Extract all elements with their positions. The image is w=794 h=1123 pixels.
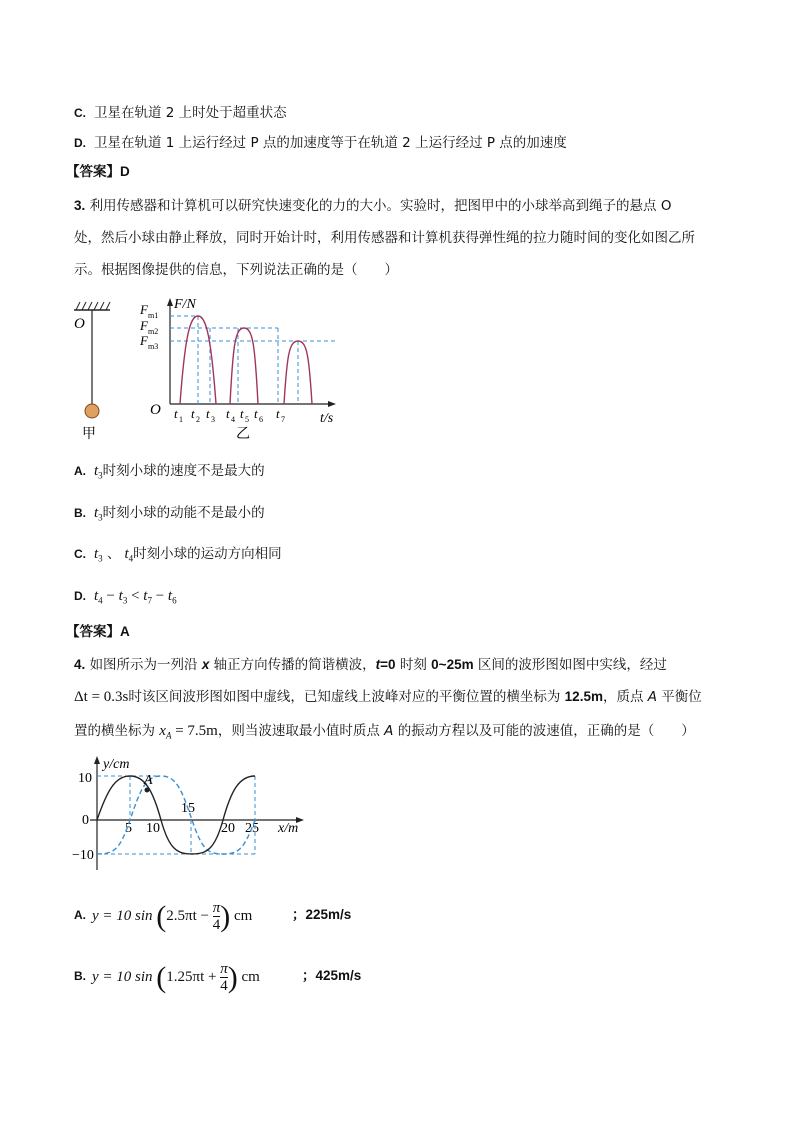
text-var: t	[375, 657, 381, 672]
t-sub-5: 5	[245, 415, 249, 424]
text: 时刻	[395, 657, 432, 673]
t-label-7: t	[276, 406, 280, 421]
x-tick-25: 25	[245, 821, 259, 836]
x-axis-label: t/s	[320, 411, 334, 426]
x-tick-20: 20	[221, 821, 235, 836]
t-label-5: t	[240, 406, 244, 421]
q3-line3: 示。根据图像提供的信息，下列说法正确的是（ ）	[74, 262, 398, 278]
delta-t: Δt = 0.3s	[74, 689, 129, 705]
text: 区间的波形图如图中实线，经过	[473, 657, 667, 673]
formula-inner: 2.5πt −	[166, 907, 209, 924]
text-var: x	[201, 657, 210, 672]
question-number: 3.	[74, 198, 86, 213]
speed-value: 225m/s	[305, 907, 352, 922]
q3-option-b	[74, 504, 265, 527]
option-label: A.	[74, 908, 86, 922]
fraction-den: 4	[220, 978, 228, 994]
speed	[292, 906, 351, 924]
option-text: 时刻小球的动能不是最小的	[102, 505, 265, 521]
yi-label: 乙	[236, 427, 250, 442]
jia-label: 甲	[82, 427, 96, 442]
option-label: C.	[74, 106, 86, 120]
answer-label: 【答案】	[66, 624, 120, 640]
t-sub-3: 3	[211, 415, 215, 424]
q3-line2: 处，然后小球由静止释放，同时开始计时，利用传感器和计算机获得弹性绳的拉力随时间的变化如图乙所	[74, 230, 695, 246]
t-label-6: t	[254, 406, 258, 421]
math-var: t	[94, 505, 99, 521]
origin-label: O	[150, 402, 161, 418]
fraction-num: π	[212, 900, 221, 916]
t-label-3: t	[206, 406, 210, 421]
option-d-prev	[74, 134, 567, 152]
o-label: O	[74, 316, 85, 332]
math-var: t	[94, 546, 99, 562]
q3-option-c	[74, 545, 282, 568]
wave-figure	[70, 754, 320, 874]
math-var: t	[124, 546, 129, 562]
math-sub: 3	[98, 512, 103, 523]
t-sub-2: 2	[196, 415, 200, 424]
option-label: B.	[74, 969, 86, 983]
q4-line3	[74, 722, 695, 745]
f-sub-3: m3	[148, 342, 159, 351]
x-tick-5: 5	[125, 821, 132, 836]
option-label: D.	[74, 136, 86, 150]
paren-open: (	[156, 960, 167, 994]
pendulum-figure	[74, 302, 110, 442]
option-label: C.	[74, 547, 86, 561]
answer-value: A	[120, 624, 130, 639]
fraction-num: π	[220, 961, 228, 977]
math-sub: 6	[172, 595, 177, 606]
text: ，质点	[602, 689, 648, 705]
answer-value: D	[120, 164, 130, 179]
text-var: A	[384, 723, 394, 739]
option-label: A.	[74, 464, 86, 478]
text: 的振动方程以及可能的波速值，正确的是（ ）	[393, 723, 695, 739]
option-text: 卫星在轨道 1 上运行经过 P 点的加速度等于在轨道 2 上运行经过 P 点的加速度	[94, 135, 567, 151]
formula-pre: y = 10 sin	[92, 907, 153, 924]
t-label-4: t	[226, 406, 230, 421]
math-sub: 4	[128, 553, 134, 564]
option-text: 时刻小球的运动方向相同	[133, 546, 282, 562]
answer-q3	[66, 623, 130, 641]
t-label-1: t	[174, 406, 178, 421]
separator: ；	[302, 968, 316, 983]
q3-option-a	[74, 462, 265, 485]
math-var: x	[159, 723, 166, 739]
speed	[302, 967, 361, 985]
option-text: 卫星在轨道 2 上时处于超重状态	[94, 105, 287, 121]
math-op: −	[102, 588, 119, 604]
text-bold: 12.5m	[564, 689, 603, 704]
f-sub-1: m1	[148, 311, 159, 320]
math-sub: 3	[98, 553, 103, 564]
math-sub: 3	[98, 470, 103, 481]
formula-unit: cm	[241, 968, 260, 985]
formula-inner: 1.25πt +	[166, 968, 217, 985]
q3-figure	[70, 296, 360, 446]
speed-value: 425m/s	[315, 968, 362, 983]
math-op: <	[127, 588, 144, 604]
option-label: B.	[74, 506, 86, 520]
answer-label: 【答案】	[66, 164, 120, 180]
paren-close: )	[220, 899, 231, 933]
y-axis-label: y/cm	[103, 757, 130, 772]
formula	[92, 961, 260, 994]
force-time-graph	[139, 297, 338, 442]
math-sub: 7	[147, 595, 152, 606]
t-label-2: t	[191, 406, 195, 421]
y-tick-neg10: −10	[72, 848, 94, 863]
formula-unit: cm	[234, 907, 253, 924]
point-a-label: A	[144, 773, 153, 788]
x-tick-15: 15	[181, 801, 195, 816]
text: 如图所示为一列沿	[89, 657, 202, 673]
math-var: t	[94, 588, 99, 604]
math-var: t	[118, 588, 123, 604]
y-tick-0: 0	[82, 813, 89, 828]
formula	[92, 900, 252, 933]
q3-text-1: 利用传感器和计算机可以研究快速变化的力的大小。实验时，把图甲中的小球举高到绳子的悬点 O	[89, 198, 672, 214]
option-label: D.	[74, 589, 86, 603]
y-axis-label: F/N	[174, 297, 196, 312]
fraction	[220, 961, 228, 994]
separator: 、	[102, 546, 121, 562]
f-label-1: F	[140, 302, 148, 317]
f-label-3: F	[140, 333, 148, 348]
q3-line1	[74, 197, 671, 215]
x-axis-label: x/m	[278, 821, 299, 836]
text: ，则当波速取最小值时质点	[217, 723, 385, 739]
f-sub-2: m2	[148, 327, 159, 336]
text: 平衡位	[657, 689, 702, 705]
option-c-prev	[74, 104, 287, 122]
fraction-den: 4	[212, 917, 221, 933]
math-sub: 3	[122, 595, 128, 606]
q4-line1	[74, 656, 667, 674]
formula-pre: y = 10 sin	[92, 968, 153, 985]
text: 轴正方向传播的简谐横波，	[209, 657, 376, 673]
q3-option-d	[74, 587, 177, 610]
q4-line2	[74, 688, 702, 706]
math-op: −	[151, 588, 168, 604]
separator: ；	[292, 907, 306, 922]
math-var: t	[94, 463, 99, 479]
t-sub-6: 6	[259, 415, 263, 424]
f-label-2: F	[140, 318, 148, 333]
math-var: t	[143, 588, 148, 604]
paren-close: )	[227, 960, 238, 994]
x-tick-10: 10	[146, 821, 160, 836]
text-bold: =0	[380, 657, 396, 672]
t-sub-1: 1	[179, 415, 183, 424]
text: 时该区间波形图如图中虚线，已知虚线上波峰对应的平衡位置的横坐标为	[128, 689, 565, 705]
text-var: A	[647, 689, 657, 705]
y-tick-10: 10	[78, 771, 92, 786]
question-number: 4.	[74, 657, 86, 672]
math-sub: A	[165, 730, 172, 741]
option-text: 时刻小球的速度不是最大的	[102, 463, 265, 479]
math-var: t	[167, 588, 173, 604]
text-bold: 0~25m	[431, 657, 474, 672]
math-sub: 4	[98, 595, 103, 606]
text: 置的横坐标为	[74, 723, 160, 739]
math-eq: = 7.5m	[171, 723, 218, 739]
answer-prev	[66, 163, 130, 181]
t-sub-4: 4	[231, 415, 235, 424]
t-sub-7: 7	[281, 415, 285, 424]
paren-open: (	[156, 899, 167, 933]
